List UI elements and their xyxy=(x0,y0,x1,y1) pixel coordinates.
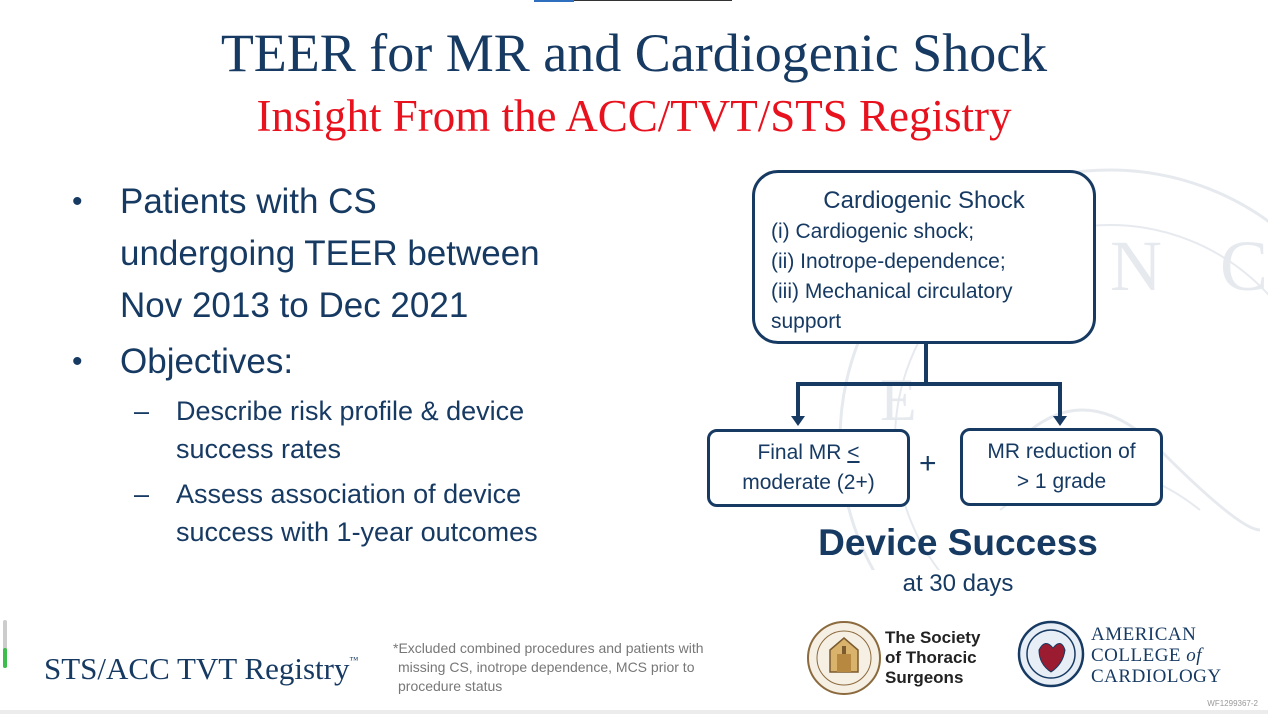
final-mr-prefix: Final MR xyxy=(757,441,848,464)
sub-bullet-line: Describe risk profile & device xyxy=(176,396,525,426)
cardiogenic-shock-box xyxy=(752,170,1096,344)
sub-bullet-describe xyxy=(72,392,632,468)
footnote xyxy=(393,639,743,696)
cs-criterion: support xyxy=(771,310,842,333)
bullet-line: Patients with CS xyxy=(120,182,377,221)
bullet-objectives xyxy=(72,336,632,388)
sts-acc-tvt-registry-logo xyxy=(44,651,358,687)
top-rule xyxy=(574,0,732,1)
sub-bullet-assess xyxy=(72,475,632,551)
bullet-line: undergoing TEER between xyxy=(120,234,540,273)
cs-criterion: (ii) Inotrope-dependence; xyxy=(771,250,1006,273)
svg-text:N: N xyxy=(1110,226,1162,306)
sts-name-line: of Thoracic xyxy=(885,648,977,667)
less-equal-symbol: < xyxy=(847,441,860,464)
svg-text:E: E xyxy=(880,367,917,433)
mr-reduction-line2: > 1 grade xyxy=(1016,470,1107,493)
footnote-line: *Excluded combined procedures and patients with xyxy=(393,640,704,656)
registry-logo-text: STS/ACC TVT Registry xyxy=(44,651,350,686)
top-accent-bar xyxy=(534,0,574,2)
acc-of: of xyxy=(1186,645,1203,666)
side-progress-fill xyxy=(3,648,7,668)
acc-college: COLLEGE xyxy=(1091,645,1187,666)
connector-left-drop xyxy=(796,382,800,418)
sts-name-line: Surgeons xyxy=(885,668,964,687)
arrow-head-left xyxy=(791,416,805,426)
sts-name-line: The Society xyxy=(885,628,981,647)
final-mr-box xyxy=(707,429,910,507)
arrow-head-right xyxy=(1053,416,1067,426)
bullet-line: Nov 2013 to Dec 2021 xyxy=(120,286,469,325)
sts-wordmark xyxy=(885,628,980,688)
mr-reduction-line1: MR reduction of xyxy=(987,440,1136,463)
sub-bullet-marker: – xyxy=(134,479,150,509)
cs-criterion: (i) Cardiogenic shock; xyxy=(771,220,975,243)
bullet-list xyxy=(72,176,632,551)
slide-subtitle: Insight From the ACC/TVT/STS Registry xyxy=(256,91,1012,141)
plus-sign: + xyxy=(919,447,937,480)
acc-line xyxy=(1091,645,1222,666)
sub-bullet-line: success with 1-year outcomes xyxy=(176,517,538,547)
final-mr-line2: moderate (2+) xyxy=(742,471,875,494)
acc-seal-logo xyxy=(1017,620,1085,688)
bottom-rule xyxy=(0,710,1268,714)
slide-code: WF1299367-2 xyxy=(1207,699,1258,708)
sts-seal-logo xyxy=(806,620,882,696)
bullet-line: Objectives: xyxy=(120,342,294,381)
sub-bullet-marker: – xyxy=(134,396,150,426)
slide-title: TEER for MR and Cardiogenic Shock xyxy=(220,23,1048,83)
connector-right-drop xyxy=(1058,382,1062,418)
sub-bullet-line: Assess association of device xyxy=(176,479,522,509)
connector-vertical-main xyxy=(924,344,928,384)
sub-bullet-line: success rates xyxy=(176,434,342,464)
bullet-marker: • xyxy=(72,185,83,218)
footnote-line: procedure status xyxy=(398,678,503,694)
cs-criterion: (iii) Mechanical circulatory xyxy=(771,280,1013,303)
cs-box-heading: Cardiogenic Shock xyxy=(823,187,1025,214)
bullet-marker: • xyxy=(72,345,83,378)
connector-horizontal xyxy=(796,382,1062,386)
trademark-symbol: ™ xyxy=(349,655,359,665)
acc-line: AMERICAN xyxy=(1091,624,1197,645)
acc-line: CARDIOLOGY xyxy=(1091,666,1222,687)
bullet-patients xyxy=(72,176,632,332)
acc-wordmark xyxy=(1091,624,1222,687)
mr-reduction-box xyxy=(960,428,1163,506)
svg-text:C: C xyxy=(1220,226,1268,306)
device-success-title: Device Success xyxy=(818,522,1098,563)
device-success-subtitle: at 30 days xyxy=(902,570,1014,597)
final-mr-line1 xyxy=(710,438,907,468)
footnote-line: missing CS, inotrope dependence, MCS prior to xyxy=(398,659,695,675)
